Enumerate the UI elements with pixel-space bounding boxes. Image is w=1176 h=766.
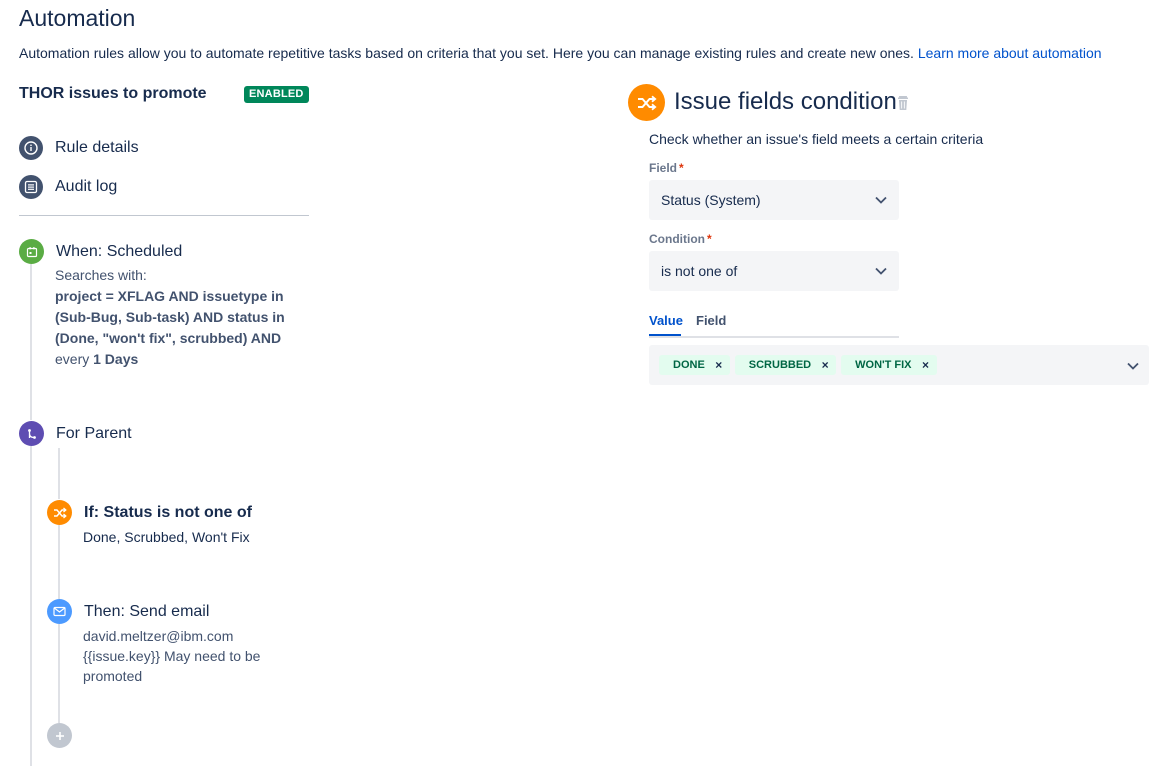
value-tag xyxy=(659,355,730,375)
value-tag xyxy=(735,355,836,375)
rule-details-label: Rule details xyxy=(55,139,139,156)
every-label: every xyxy=(55,351,90,367)
chevron-down-icon xyxy=(875,262,887,280)
shuffle-icon xyxy=(628,84,665,121)
field-select-value: Status (System) xyxy=(661,192,761,208)
condition-label-text: Condition xyxy=(649,232,705,246)
plus-icon[interactable] xyxy=(47,723,72,748)
jql-line: (Done, "won't fix", scrubbed) AND xyxy=(55,330,282,346)
page-description xyxy=(19,45,1102,61)
value-field-tabs xyxy=(649,312,899,338)
field-label xyxy=(649,161,684,175)
action-title: Then: Send email xyxy=(84,603,210,620)
list-icon xyxy=(19,175,43,199)
required-marker: * xyxy=(706,232,712,246)
trash-icon[interactable] xyxy=(896,95,910,111)
jql-line: (Sub-Bug, Sub-task) AND status in xyxy=(55,309,285,325)
shuffle-icon xyxy=(47,500,72,525)
required-marker: * xyxy=(679,161,684,175)
branch-line xyxy=(58,624,60,723)
branch-icon xyxy=(19,421,44,446)
chevron-down-icon xyxy=(875,191,887,209)
tag-label: SCRUBBED xyxy=(748,359,812,371)
branch-title: For Parent xyxy=(56,425,132,442)
calendar-icon xyxy=(19,239,44,264)
divider xyxy=(19,215,309,216)
tag-label: WON'T FIX xyxy=(855,359,912,371)
tag-label: DONE xyxy=(673,359,705,371)
audit-log-label: Audit log xyxy=(55,178,118,195)
field-select[interactable] xyxy=(649,180,899,220)
chevron-down-icon[interactable] xyxy=(1127,357,1139,375)
condition-select[interactable] xyxy=(649,251,899,291)
condition-label xyxy=(649,232,712,246)
remove-tag-icon[interactable]: × xyxy=(821,358,829,372)
status-badge: ENABLED xyxy=(244,86,309,103)
rule-details-link[interactable] xyxy=(19,136,139,160)
trigger-title: When: Scheduled xyxy=(56,243,183,260)
action-details xyxy=(83,626,260,686)
mail-icon xyxy=(47,599,72,624)
branch-line xyxy=(58,525,60,599)
email-recipient: david.meltzer@ibm.com xyxy=(83,628,234,644)
condition-select-value: is not one of xyxy=(661,263,738,279)
timeline-line xyxy=(30,446,32,766)
learn-more-link[interactable]: Learn more about automation xyxy=(917,45,1102,61)
panel-description: Check whether an issue's field meets a certain criteria xyxy=(649,131,984,147)
page-title: Automation xyxy=(19,5,136,31)
panel-title: Issue fields condition xyxy=(674,88,897,115)
field-label-text: Field xyxy=(649,161,678,175)
value-tag xyxy=(841,355,936,375)
tab-field[interactable]: Field xyxy=(696,313,727,328)
jql-line: project = XFLAG AND issuetype in xyxy=(55,288,284,304)
description-text: Automation rules allow you to automate repetitive tasks based on criteria that you set. Here you can manage existing rules and create new ones. xyxy=(19,45,914,61)
trigger-details xyxy=(55,265,285,370)
remove-tag-icon[interactable]: × xyxy=(922,358,930,372)
schedule-interval xyxy=(55,349,285,370)
email-subject: promoted xyxy=(83,668,143,684)
condition-detail: Done, Scrubbed, Won't Fix xyxy=(83,529,250,545)
remove-tag-icon[interactable]: × xyxy=(715,358,723,372)
active-tab-indicator xyxy=(649,334,681,336)
info-icon xyxy=(19,136,43,160)
values-multiselect[interactable] xyxy=(649,345,1149,385)
tab-value[interactable]: Value xyxy=(649,313,683,328)
condition-title: If: Status is not one of xyxy=(84,504,252,521)
timeline-line xyxy=(30,264,32,420)
interval-value: 1 Days xyxy=(93,351,139,367)
searches-with-label: Searches with: xyxy=(55,267,147,283)
branch-line xyxy=(58,448,60,499)
email-subject: {{issue.key}} May need to be xyxy=(83,648,261,664)
rule-name: THOR issues to promote xyxy=(19,85,207,102)
audit-log-link[interactable] xyxy=(19,175,117,199)
